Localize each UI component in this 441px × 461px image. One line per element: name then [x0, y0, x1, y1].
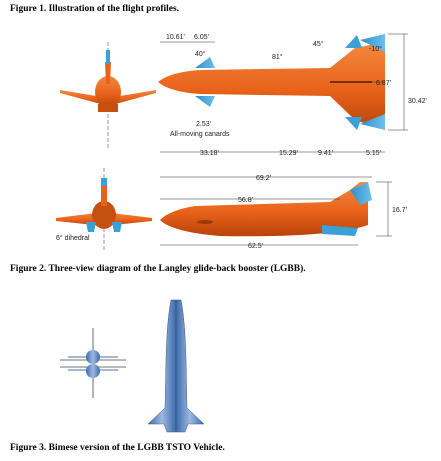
figure-2-caption: Figure 2. Three-view diagram of the Langley glide-back booster (LGBB).	[10, 264, 306, 274]
dim-6-87: 6.87'	[376, 80, 391, 87]
dihedral-label: 6° dihedral	[56, 235, 90, 242]
canard-label: All-moving canards	[170, 131, 230, 138]
dim-69-2: 69.2'	[256, 175, 271, 182]
dim-10-61: 10.61'	[166, 34, 185, 41]
angle-minus-10: -10°	[369, 46, 382, 53]
dim-6-05: 6.05'	[194, 34, 209, 41]
dim-15-29: 15.29'	[279, 150, 298, 157]
dim-16-7: 16.7'	[392, 207, 407, 214]
dim-9-41: 9.41'	[318, 150, 333, 157]
dim-33-18: 33.18'	[200, 150, 219, 157]
angle-45: 45°	[313, 41, 324, 48]
dim-62-5: 62.5'	[248, 243, 263, 250]
angle-40: 40°	[195, 51, 206, 58]
angle-81: 81°	[272, 54, 283, 61]
dim-30-42: 30.42'	[408, 98, 427, 105]
dim-5-15: 5.15'	[366, 150, 381, 157]
figure-1-caption: Figure 1. Illustration of the flight profiles.	[10, 4, 180, 14]
dim-2-53: 2.53'	[196, 121, 211, 128]
dim-56-8: 56.8'	[238, 197, 253, 204]
figure-3-caption: Figure 3. Bimese version of the LGBB TSTO Vehicle.	[10, 443, 225, 453]
